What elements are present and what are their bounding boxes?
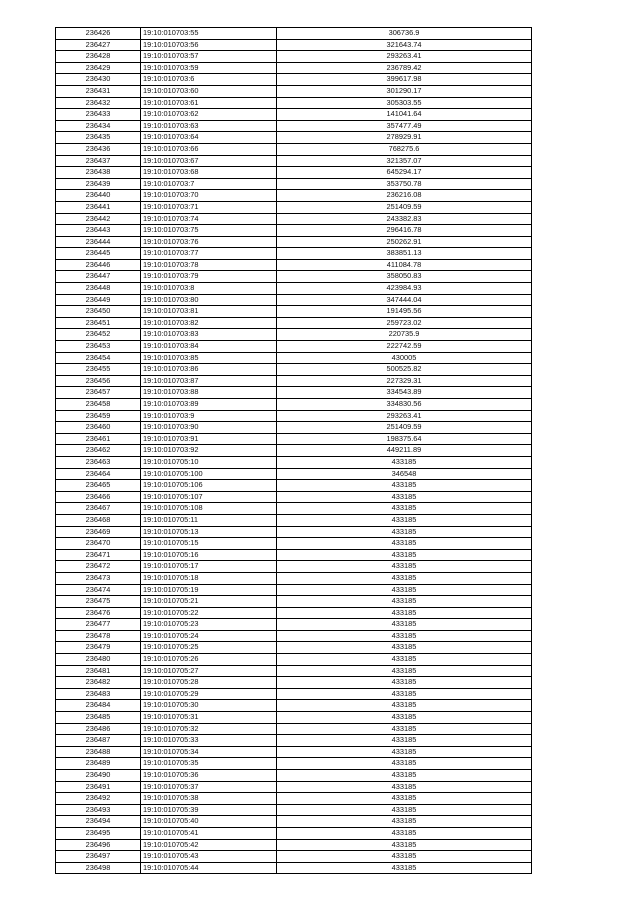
table-row <box>56 596 532 608</box>
cadastral-number-cell: 19:10:010703:88 <box>141 387 277 399</box>
value-cell: 433185 <box>277 804 532 816</box>
cadastral-number-cell: 19:10:010705:36 <box>141 770 277 782</box>
table-row <box>56 665 532 677</box>
row-id-cell: 236431 <box>56 85 141 97</box>
row-id-cell: 236442 <box>56 213 141 225</box>
row-id-cell: 236443 <box>56 225 141 237</box>
cadastral-number-cell: 19:10:010705:108 <box>141 503 277 515</box>
row-id-cell: 236476 <box>56 607 141 619</box>
row-id-cell: 236480 <box>56 654 141 666</box>
row-id-cell: 236440 <box>56 190 141 202</box>
row-id-cell: 236437 <box>56 155 141 167</box>
cadastral-number-cell: 19:10:010705:22 <box>141 607 277 619</box>
table-row <box>56 793 532 805</box>
row-id-cell: 236461 <box>56 433 141 445</box>
table-row <box>56 654 532 666</box>
value-cell: 433185 <box>277 503 532 515</box>
value-cell: 433185 <box>277 793 532 805</box>
value-cell: 293263.41 <box>277 410 532 422</box>
value-cell: 411084.78 <box>277 259 532 271</box>
cadastral-number-cell: 19:10:010703:64 <box>141 132 277 144</box>
cadastral-number-cell: 19:10:010703:9 <box>141 410 277 422</box>
row-id-cell: 236435 <box>56 132 141 144</box>
value-cell: 259723.02 <box>277 317 532 329</box>
cadastral-number-cell: 19:10:010703:77 <box>141 248 277 260</box>
table-row <box>56 723 532 735</box>
value-cell: 645294.17 <box>277 167 532 179</box>
value-cell: 433185 <box>277 572 532 584</box>
row-id-cell: 236459 <box>56 410 141 422</box>
row-id-cell: 236487 <box>56 735 141 747</box>
row-id-cell: 236452 <box>56 329 141 341</box>
value-cell: 433185 <box>277 816 532 828</box>
table-row <box>56 341 532 353</box>
value-cell: 433185 <box>277 561 532 573</box>
table-row <box>56 399 532 411</box>
row-id-cell: 236432 <box>56 97 141 109</box>
table-row <box>56 248 532 260</box>
cadastral-number-cell: 19:10:010705:24 <box>141 630 277 642</box>
value-cell: 433185 <box>277 770 532 782</box>
cadastral-number-cell: 19:10:010703:62 <box>141 109 277 121</box>
table-row <box>56 120 532 132</box>
cadastral-number-cell: 19:10:010703:82 <box>141 317 277 329</box>
cadastral-number-cell: 19:10:010703:55 <box>141 28 277 40</box>
cadastral-number-cell: 19:10:010705:30 <box>141 700 277 712</box>
row-id-cell: 236482 <box>56 677 141 689</box>
row-id-cell: 236451 <box>56 317 141 329</box>
table-row <box>56 804 532 816</box>
row-id-cell: 236441 <box>56 201 141 213</box>
value-cell: 433185 <box>277 480 532 492</box>
row-id-cell: 236444 <box>56 236 141 248</box>
value-cell: 433185 <box>277 607 532 619</box>
cadastral-number-cell: 19:10:010703:80 <box>141 294 277 306</box>
table-row <box>56 445 532 457</box>
table-row <box>56 851 532 863</box>
cadastral-number-cell: 19:10:010705:44 <box>141 862 277 874</box>
row-id-cell: 236448 <box>56 283 141 295</box>
value-cell: 250262.91 <box>277 236 532 248</box>
cadastral-number-cell: 19:10:010703:76 <box>141 236 277 248</box>
value-cell: 433185 <box>277 723 532 735</box>
value-cell: 433185 <box>277 630 532 642</box>
value-cell: 198375.64 <box>277 433 532 445</box>
table-row <box>56 62 532 74</box>
cadastral-number-cell: 19:10:010703:92 <box>141 445 277 457</box>
table-row <box>56 561 532 573</box>
cadastral-number-cell: 19:10:010703:86 <box>141 364 277 376</box>
row-id-cell: 236486 <box>56 723 141 735</box>
table-row <box>56 781 532 793</box>
value-cell: 433185 <box>277 596 532 608</box>
value-cell: 433185 <box>277 665 532 677</box>
value-cell: 141041.64 <box>277 109 532 121</box>
value-cell: 293263.41 <box>277 51 532 63</box>
table-row <box>56 700 532 712</box>
table-row <box>56 770 532 782</box>
row-id-cell: 236463 <box>56 456 141 468</box>
value-cell: 306736.9 <box>277 28 532 40</box>
table-row <box>56 190 532 202</box>
row-id-cell: 236447 <box>56 271 141 283</box>
row-id-cell: 236471 <box>56 549 141 561</box>
row-id-cell: 236470 <box>56 538 141 550</box>
value-cell: 433185 <box>277 549 532 561</box>
table-row <box>56 85 532 97</box>
row-id-cell: 236454 <box>56 352 141 364</box>
cadastral-number-cell: 19:10:010705:35 <box>141 758 277 770</box>
cadastral-number-cell: 19:10:010705:10 <box>141 456 277 468</box>
value-cell: 449211.89 <box>277 445 532 457</box>
cadastral-number-cell: 19:10:010705:26 <box>141 654 277 666</box>
value-cell: 334830.56 <box>277 399 532 411</box>
table-row <box>56 549 532 561</box>
value-cell: 433185 <box>277 514 532 526</box>
row-id-cell: 236479 <box>56 642 141 654</box>
table-row <box>56 329 532 341</box>
cadastral-number-cell: 19:10:010703:63 <box>141 120 277 132</box>
cadastral-number-cell: 19:10:010705:40 <box>141 816 277 828</box>
row-id-cell: 236458 <box>56 399 141 411</box>
row-id-cell: 236427 <box>56 39 141 51</box>
row-id-cell: 236497 <box>56 851 141 863</box>
row-id-cell: 236457 <box>56 387 141 399</box>
cadastral-number-cell: 19:10:010705:31 <box>141 712 277 724</box>
value-cell: 433185 <box>277 688 532 700</box>
row-id-cell: 236465 <box>56 480 141 492</box>
cadastral-number-cell: 19:10:010703:84 <box>141 341 277 353</box>
value-cell: 236216.08 <box>277 190 532 202</box>
value-cell: 399617.98 <box>277 74 532 86</box>
value-cell: 433185 <box>277 862 532 874</box>
value-cell: 433185 <box>277 781 532 793</box>
cadastral-number-cell: 19:10:010705:29 <box>141 688 277 700</box>
cadastral-number-cell: 19:10:010705:23 <box>141 619 277 631</box>
value-cell: 347444.04 <box>277 294 532 306</box>
cadastral-number-cell: 19:10:010705:100 <box>141 468 277 480</box>
value-cell: 433185 <box>277 619 532 631</box>
table-row <box>56 526 532 538</box>
value-cell: 433185 <box>277 700 532 712</box>
cadastral-number-cell: 19:10:010705:34 <box>141 746 277 758</box>
value-cell: 346548 <box>277 468 532 480</box>
value-cell: 383851.13 <box>277 248 532 260</box>
row-id-cell: 236429 <box>56 62 141 74</box>
cadastral-number-cell: 19:10:010703:66 <box>141 143 277 155</box>
row-id-cell: 236475 <box>56 596 141 608</box>
cadastral-number-cell: 19:10:010703:60 <box>141 85 277 97</box>
cadastral-number-cell: 19:10:010703:91 <box>141 433 277 445</box>
row-id-cell: 236498 <box>56 862 141 874</box>
cadastral-number-cell: 19:10:010703:85 <box>141 352 277 364</box>
row-id-cell: 236495 <box>56 827 141 839</box>
value-cell: 433185 <box>277 839 532 851</box>
table-row <box>56 607 532 619</box>
table-row <box>56 410 532 422</box>
table-row <box>56 630 532 642</box>
value-cell: 305303.55 <box>277 97 532 109</box>
cadastral-number-cell: 19:10:010705:33 <box>141 735 277 747</box>
row-id-cell: 236477 <box>56 619 141 631</box>
table-row <box>56 735 532 747</box>
table-row <box>56 746 532 758</box>
table-row <box>56 271 532 283</box>
cadastral-number-cell: 19:10:010705:42 <box>141 839 277 851</box>
table-row <box>56 456 532 468</box>
table-row <box>56 213 532 225</box>
cadastral-number-cell: 19:10:010705:19 <box>141 584 277 596</box>
row-id-cell: 236434 <box>56 120 141 132</box>
cadastral-number-cell: 19:10:010703:71 <box>141 201 277 213</box>
value-cell: 433185 <box>277 526 532 538</box>
cadastral-number-cell: 19:10:010703:87 <box>141 375 277 387</box>
cadastral-number-cell: 19:10:010703:81 <box>141 306 277 318</box>
table-row <box>56 468 532 480</box>
table-row <box>56 352 532 364</box>
row-id-cell: 236472 <box>56 561 141 573</box>
row-id-cell: 236456 <box>56 375 141 387</box>
row-id-cell: 236478 <box>56 630 141 642</box>
table-row <box>56 143 532 155</box>
cadastral-number-cell: 19:10:010705:32 <box>141 723 277 735</box>
table-row <box>56 236 532 248</box>
value-cell: 301290.17 <box>277 85 532 97</box>
table-row <box>56 39 532 51</box>
cadastral-number-cell: 19:10:010705:106 <box>141 480 277 492</box>
row-id-cell: 236449 <box>56 294 141 306</box>
value-cell: 220735.9 <box>277 329 532 341</box>
value-cell: 433185 <box>277 584 532 596</box>
row-id-cell: 236466 <box>56 491 141 503</box>
row-id-cell: 236428 <box>56 51 141 63</box>
value-cell: 433185 <box>277 735 532 747</box>
row-id-cell: 236473 <box>56 572 141 584</box>
cadastral-number-cell: 19:10:010705:25 <box>141 642 277 654</box>
table-row <box>56 572 532 584</box>
table-row <box>56 283 532 295</box>
row-id-cell: 236493 <box>56 804 141 816</box>
table-row <box>56 317 532 329</box>
table-row <box>56 294 532 306</box>
cadastral-number-cell: 19:10:010705:15 <box>141 538 277 550</box>
value-cell: 433185 <box>277 677 532 689</box>
cadastral-number-cell: 19:10:010703:6 <box>141 74 277 86</box>
row-id-cell: 236438 <box>56 167 141 179</box>
value-cell: 357477.49 <box>277 120 532 132</box>
table-row <box>56 74 532 86</box>
row-id-cell: 236446 <box>56 259 141 271</box>
cadastral-number-cell: 19:10:010703:56 <box>141 39 277 51</box>
cadastral-number-cell: 19:10:010703:70 <box>141 190 277 202</box>
value-cell: 768275.6 <box>277 143 532 155</box>
value-cell: 227329.31 <box>277 375 532 387</box>
row-id-cell: 236494 <box>56 816 141 828</box>
table-row <box>56 480 532 492</box>
table-row <box>56 364 532 376</box>
table-body <box>56 28 532 874</box>
cadastral-value-table <box>55 27 532 874</box>
table-row <box>56 503 532 515</box>
value-cell: 433185 <box>277 456 532 468</box>
table-row <box>56 688 532 700</box>
table-row <box>56 619 532 631</box>
cadastral-number-cell: 19:10:010703:90 <box>141 422 277 434</box>
table-row <box>56 642 532 654</box>
cadastral-number-cell: 19:10:010705:107 <box>141 491 277 503</box>
value-cell: 433185 <box>277 827 532 839</box>
cadastral-number-cell: 19:10:010703:74 <box>141 213 277 225</box>
row-id-cell: 236490 <box>56 770 141 782</box>
table-row <box>56 422 532 434</box>
cadastral-number-cell: 19:10:010705:28 <box>141 677 277 689</box>
cadastral-number-cell: 19:10:010705:21 <box>141 596 277 608</box>
cadastral-number-cell: 19:10:010703:78 <box>141 259 277 271</box>
row-id-cell: 236492 <box>56 793 141 805</box>
cadastral-number-cell: 19:10:010705:37 <box>141 781 277 793</box>
cadastral-number-cell: 19:10:010705:39 <box>141 804 277 816</box>
row-id-cell: 236455 <box>56 364 141 376</box>
table-row <box>56 538 532 550</box>
table-row <box>56 712 532 724</box>
cadastral-number-cell: 19:10:010705:41 <box>141 827 277 839</box>
row-id-cell: 236474 <box>56 584 141 596</box>
cadastral-number-cell: 19:10:010703:61 <box>141 97 277 109</box>
row-id-cell: 236488 <box>56 746 141 758</box>
row-id-cell: 236469 <box>56 526 141 538</box>
row-id-cell: 236453 <box>56 341 141 353</box>
row-id-cell: 236491 <box>56 781 141 793</box>
cadastral-number-cell: 19:10:010703:67 <box>141 155 277 167</box>
cadastral-number-cell: 19:10:010703:68 <box>141 167 277 179</box>
table-row <box>56 491 532 503</box>
table-row <box>56 97 532 109</box>
value-cell: 433185 <box>277 642 532 654</box>
table-row <box>56 387 532 399</box>
table-row <box>56 201 532 213</box>
value-cell: 433185 <box>277 654 532 666</box>
value-cell: 433185 <box>277 746 532 758</box>
row-id-cell: 236484 <box>56 700 141 712</box>
row-id-cell: 236485 <box>56 712 141 724</box>
value-cell: 191495.56 <box>277 306 532 318</box>
cadastral-number-cell: 19:10:010705:27 <box>141 665 277 677</box>
row-id-cell: 236460 <box>56 422 141 434</box>
row-id-cell: 236436 <box>56 143 141 155</box>
cadastral-number-cell: 19:10:010705:16 <box>141 549 277 561</box>
table-row <box>56 827 532 839</box>
table-row <box>56 677 532 689</box>
table-row <box>56 259 532 271</box>
row-id-cell: 236496 <box>56 839 141 851</box>
row-id-cell: 236445 <box>56 248 141 260</box>
table-row <box>56 28 532 40</box>
value-cell: 433185 <box>277 491 532 503</box>
row-id-cell: 236483 <box>56 688 141 700</box>
row-id-cell: 236433 <box>56 109 141 121</box>
value-cell: 353750.78 <box>277 178 532 190</box>
value-cell: 433185 <box>277 538 532 550</box>
table-row <box>56 816 532 828</box>
value-cell: 433185 <box>277 712 532 724</box>
cadastral-number-cell: 19:10:010703:57 <box>141 51 277 63</box>
value-cell: 321643.74 <box>277 39 532 51</box>
table-row <box>56 51 532 63</box>
row-id-cell: 236426 <box>56 28 141 40</box>
value-cell: 423984.93 <box>277 283 532 295</box>
row-id-cell: 236464 <box>56 468 141 480</box>
row-id-cell: 236489 <box>56 758 141 770</box>
table-row <box>56 155 532 167</box>
cadastral-number-cell: 19:10:010705:38 <box>141 793 277 805</box>
value-cell: 334543.89 <box>277 387 532 399</box>
table-row <box>56 584 532 596</box>
table-row <box>56 132 532 144</box>
value-cell: 243382.83 <box>277 213 532 225</box>
row-id-cell: 236439 <box>56 178 141 190</box>
cadastral-number-cell: 19:10:010705:11 <box>141 514 277 526</box>
value-cell: 296416.78 <box>277 225 532 237</box>
table-row <box>56 178 532 190</box>
table-row <box>56 306 532 318</box>
table-row <box>56 839 532 851</box>
table-row <box>56 758 532 770</box>
value-cell: 430005 <box>277 352 532 364</box>
value-cell: 251409.59 <box>277 422 532 434</box>
cadastral-number-cell: 19:10:010703:8 <box>141 283 277 295</box>
value-cell: 500525.82 <box>277 364 532 376</box>
table-row <box>56 433 532 445</box>
table-row <box>56 167 532 179</box>
table-row <box>56 375 532 387</box>
cadastral-number-cell: 19:10:010705:17 <box>141 561 277 573</box>
cadastral-number-cell: 19:10:010705:13 <box>141 526 277 538</box>
table-row <box>56 109 532 121</box>
value-cell: 278929.91 <box>277 132 532 144</box>
cadastral-number-cell: 19:10:010703:75 <box>141 225 277 237</box>
row-id-cell: 236481 <box>56 665 141 677</box>
value-cell: 321357.07 <box>277 155 532 167</box>
row-id-cell: 236430 <box>56 74 141 86</box>
value-cell: 222742.59 <box>277 341 532 353</box>
row-id-cell: 236468 <box>56 514 141 526</box>
cadastral-number-cell: 19:10:010703:79 <box>141 271 277 283</box>
value-cell: 358050.83 <box>277 271 532 283</box>
table-row <box>56 225 532 237</box>
value-cell: 433185 <box>277 851 532 863</box>
value-cell: 236789.42 <box>277 62 532 74</box>
table-row <box>56 862 532 874</box>
value-cell: 433185 <box>277 758 532 770</box>
row-id-cell: 236467 <box>56 503 141 515</box>
cadastral-number-cell: 19:10:010703:89 <box>141 399 277 411</box>
row-id-cell: 236462 <box>56 445 141 457</box>
row-id-cell: 236450 <box>56 306 141 318</box>
cadastral-number-cell: 19:10:010705:18 <box>141 572 277 584</box>
cadastral-number-cell: 19:10:010703:83 <box>141 329 277 341</box>
table-row <box>56 514 532 526</box>
value-cell: 251409.59 <box>277 201 532 213</box>
cadastral-number-cell: 19:10:010703:7 <box>141 178 277 190</box>
cadastral-number-cell: 19:10:010705:43 <box>141 851 277 863</box>
cadastral-number-cell: 19:10:010703:59 <box>141 62 277 74</box>
